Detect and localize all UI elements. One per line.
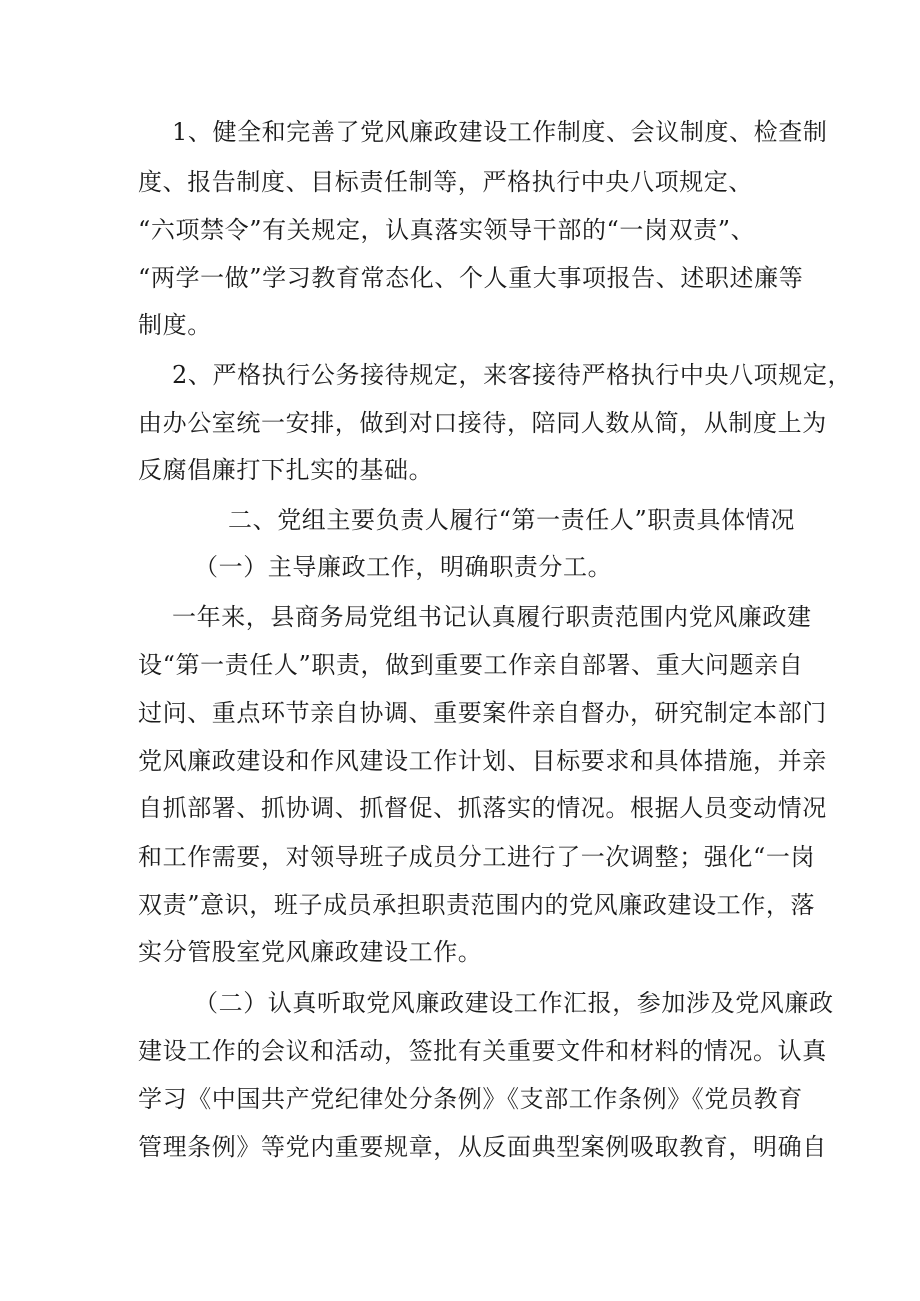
paragraph-1-line-3: “六项禁令”有关规定，认真落实领导干部的“一岗双责”、 [138,216,756,244]
paragraph-3-line-5: 自抓部署、抓协调、抓督促、抓落实的情况。根据人员变动情况 [138,794,827,822]
paragraph-3-line-1: 一年来，县商务局党组书记认真履行职责范围内党风廉政建 [172,603,812,631]
paragraph-2-line-2: 由办公室统一安排，做到对口接待，陪同人数从简，从制度上为 [138,409,827,437]
paragraph-4-line-3: 学习《中国共产党纪律处分条例》《支部工作条例》《党员教育 [138,1085,803,1113]
paragraph-4-line-1: （二）认真听取党风廉政建设工作汇报，参加涉及党风廉政 [194,989,834,1017]
paragraph-1-line-2: 度、报告制度、目标责任制等，严格执行中央八项规定、 [138,168,753,196]
paragraph-4-line-4: 管理条例》等党内重要规章，从反面典型案例吸取教育，明确自 [138,1133,827,1161]
paragraph-1-line-4: “两学一做”学习教育常态化、个人重大事项报告、述职述廉等 [138,264,804,292]
paragraph-2-line-3: 反腐倡廉打下扎实的基础。 [138,456,434,484]
paragraph-1-line-5: 制度。 [138,311,212,339]
paragraph-3-line-8: 实分管股室党风廉政建设工作。 [138,938,483,966]
paragraph-3-line-3: 过问、重点环节亲自协调、重要案件亲自督办，研究制定本部门 [138,699,827,727]
paragraph-3-line-2: 设“第一责任人”职责，做到重要工作亲自部署、重大问题亲自 [138,651,804,679]
paragraph-3-line-4: 党风廉政建设和作风建设工作计划、目标要求和具体措施，并亲 [138,747,827,775]
section-heading-2: 二、党组主要负责人履行“第一责任人”职责具体情况 [228,506,795,534]
paragraph-1-line-1: 1、健全和完善了党风廉政建设工作制度、会议制度、检查制 [172,118,828,146]
paragraph-2-line-1: 2、严格执行公务接待规定，来客接待严格执行中央八项规定， [172,361,853,389]
paragraph-3-line-7: 双责”意识，班子成员承担职责范围内的党风廉政建设工作，落 [138,891,816,919]
paragraph-3-line-6: 和工作需要，对领导班子成员分工进行了一次调整；强化“一岗 [138,843,816,871]
subheading-1: （一）主导廉政工作，明确职责分工。 [194,553,613,581]
paragraph-4-line-2: 建设工作的会议和活动，签批有关重要文件和材料的情况。认真 [138,1037,827,1065]
